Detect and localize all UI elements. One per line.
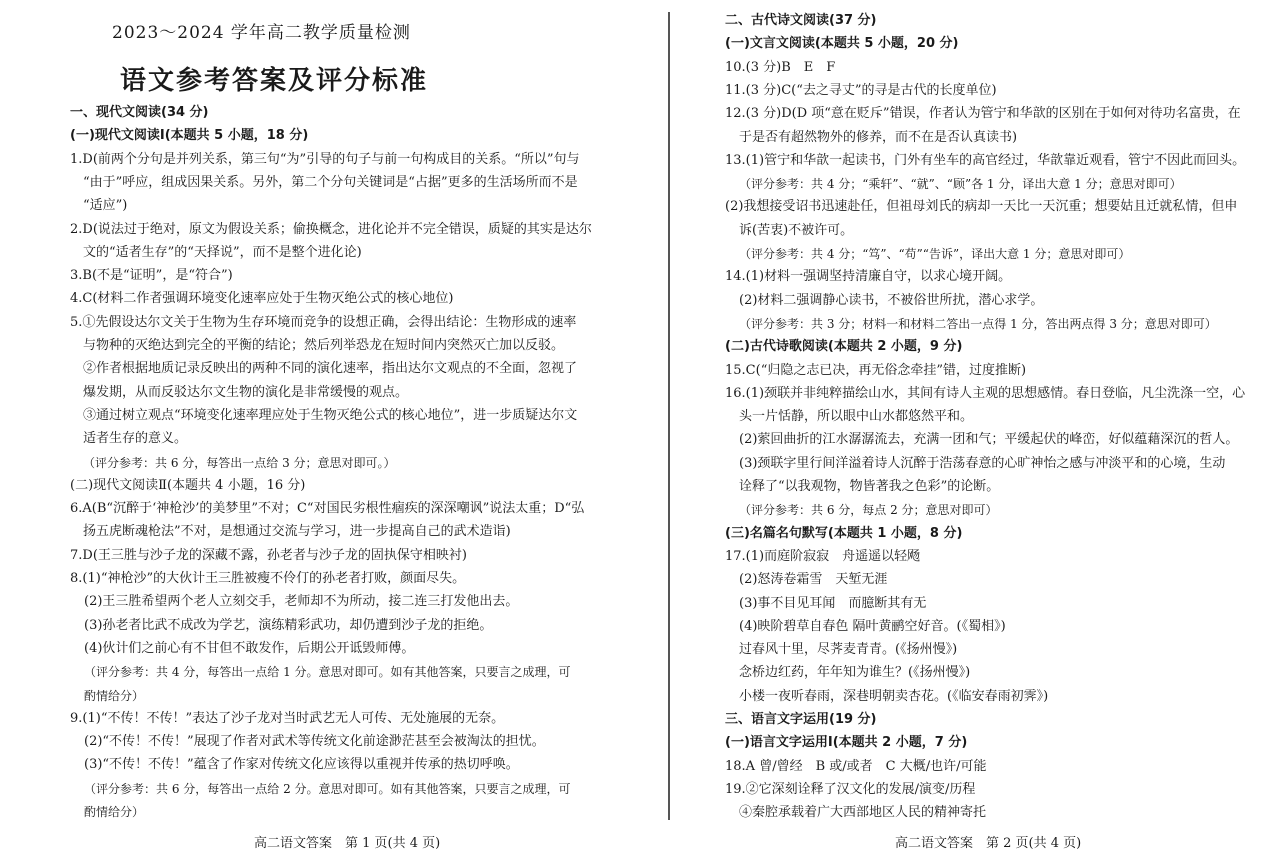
answer-line: 三、语言文字运用(19 分) bbox=[725, 712, 877, 727]
answer-line: (2)我想接受诏书迅速赴任，但祖母刘氏的病却一天比一天沉重；想要姑且迁就私情，但申 bbox=[725, 199, 1238, 215]
answer-line: 文的“适者生存”的“天择说”，而不是整个进化论) bbox=[83, 244, 362, 260]
answer-line: 10.(3 分)B E F bbox=[725, 59, 836, 75]
answer-line: 头一片恬静，所以眼中山水都悠然平和。 bbox=[739, 409, 974, 425]
doc-title: 语文参考答案及评分标准 bbox=[120, 66, 429, 96]
answer-line: 过春风十里，尽荠麦青青。(《扬州慢》) bbox=[739, 642, 958, 658]
answer-line: 诠释了“以我观物，物皆著我之色彩”的论断。 bbox=[739, 479, 1000, 494]
answer-line: 于是否有超然物外的修养，而不在是否认真读书) bbox=[739, 129, 1018, 145]
exam-title: 2023～2024 学年高二教学质量检测 bbox=[112, 23, 411, 43]
answer-line: 4.C(材料二作者强调环境变化速率应处于生物灭绝公式的核心地位) bbox=[70, 291, 454, 307]
answer-line: 1.D(前两个分句是并列关系，第三句“为”引导的句子与前一句构成目的关系。“所以”句与 bbox=[70, 151, 580, 167]
answer-line: (2)材料二强调静心读书，不被俗世所扰，潜心求学。 bbox=[739, 292, 1044, 308]
answer-line: 8.(1)“神枪沙”的大伙计王三胜被瘦不伶仃的孙老者打败，颜面尽失。 bbox=[70, 571, 466, 586]
answer-line: ④秦腔承载着广大西部地区人民的精神寄托 bbox=[739, 805, 987, 821]
answer-line: (二)现代文阅读Ⅱ(本题共 4 小题，16 分) bbox=[70, 477, 306, 493]
answer-line: (2)王三胜希望两个老人立刻交手，老师却不为所动，接二连三打发他出去。 bbox=[84, 594, 519, 610]
answer-line: 适者生存的意义。 bbox=[83, 431, 188, 447]
answer-line: 19.②它深刻诠释了汉文化的发展/演变/历程 bbox=[725, 781, 976, 797]
answer-line: 17.(1)而庭阶寂寂 舟遥遥以轻飏 bbox=[725, 548, 921, 564]
answer-line: (一)语言文字运用Ⅰ(本题共 2 小题，7 分) bbox=[725, 735, 968, 751]
answer-line: “适应”) bbox=[83, 198, 128, 214]
answer-line: 3.B(不是“证明”，是“符合”) bbox=[70, 268, 233, 284]
answer-line: （评分参考：共 6 分，每答出一点给 2 分。意思对即可。如有其他答案，只要言之成理，可 bbox=[84, 781, 571, 796]
answer-line: “由于”呼应，组成因果关系。另外，第二个分句关键词是“占据”更多的生活场所而不是 bbox=[83, 174, 578, 190]
answer-line: （评分参考：共 4 分，每答出一点给 1 分。意思对即可。如有其他答案，只要言之成理，可 bbox=[84, 665, 571, 680]
answer-line: 13.(1)管宁和华歆一起读书，门外有坐车的高官经过，华歆靠近观看，管宁不因此而回头。 bbox=[725, 152, 1246, 168]
answer-line: （评分参考：共 4 分；“乘轩”、“就”、“顾”各 1 分，译出大意 1 分；意思对即可） bbox=[739, 177, 1182, 192]
answer-line: ③通过树立观点“环境变化速率理应处于生物灭绝公式的核心地位”，进一步质疑达尔文 bbox=[83, 407, 578, 423]
answer-line: 18.A 曾/曾经 B 或/或者 C 大概/也许/可能 bbox=[725, 758, 987, 774]
answer-line: （评分参考：共 3 分；材料一和材料二答出一点得 1 分，答出两点得 3 分；意思对即可） bbox=[739, 316, 1217, 331]
answer-line: 二、古代诗文阅读(37 分) bbox=[725, 13, 877, 28]
footer-left-page-number: 高二语文答案 第 1 页(共 4 页) bbox=[254, 836, 441, 851]
answer-line: (二)古代诗歌阅读(本题共 2 小题，9 分) bbox=[725, 339, 963, 355]
answer-line: 酌情给分） bbox=[84, 805, 145, 819]
answer-line: 7.D(王三胜与沙子龙的深藏不露，孙老者与沙子龙的固执保守相映衬) bbox=[70, 547, 467, 563]
right-page bbox=[725, 0, 1273, 861]
answer-line: 15.C(“归隐之志已决，再无俗念牵挂”错，过度推断) bbox=[725, 362, 1027, 378]
answer-line: 爆发期，从而反驳达尔文生物的演化是非常缓慢的观点。 bbox=[83, 384, 409, 400]
answer-line: (2)“不传！不传！”展现了作者对武术等传统文化前途渺茫甚至会被淘汰的担忧。 bbox=[84, 734, 545, 750]
left-page bbox=[70, 0, 618, 861]
footer-right-page-number: 高二语文答案 第 2 页(共 4 页) bbox=[895, 836, 1082, 851]
answer-line: (4)映阶碧草自春色 隔叶黄鹂空好音。(《蜀相》) bbox=[739, 618, 1006, 634]
answer-line: (3)“不传！不传！”蕴含了作家对传统文化应该得以重视并传承的热切呼唤。 bbox=[84, 757, 519, 773]
answer-line: ②作者根据地质记录反映出的两种不同的演化速率，指出达尔文观点的不全面，忽视了 bbox=[83, 361, 578, 377]
answer-line: (3)事不目见耳闻 而臆断其有无 bbox=[739, 595, 927, 611]
answer-line: （评分参考：共 6 分，每点 2 分；意思对即可） bbox=[739, 503, 998, 518]
answer-line: 9.(1)“不传！不传！”表达了沙子龙对当时武艺无人可传、无处施展的无奈。 bbox=[70, 710, 505, 726]
answer-line: (一)现代文阅读Ⅰ(本题共 5 小题，18 分) bbox=[70, 128, 309, 144]
answer-line: 扬五虎断魂枪法”不对，是想通过交流与学习，进一步提高自己的武术造诣) bbox=[83, 524, 511, 540]
answer-line: 16.(1)颈联并非纯粹描绘山水，其间有诗人主观的思想感情。春日登临，凡尘洗涤一空，心 bbox=[725, 385, 1246, 401]
answer-line: （评分参考：共 6 分，每答出一点给 3 分；意思对即可。） bbox=[83, 455, 396, 470]
answer-line: （评分参考：共 4 分；“笃”、“苟”“告诉”，译出大意 1 分；意思对即可） bbox=[739, 247, 1131, 261]
answer-line: 6.A(B“沉醉于‘神枪沙’的美梦里”不对；C“对国民劣根性痼疾的深深嘲讽”说法太重；D“弘 bbox=[70, 501, 585, 517]
answer-line: 5.①先假设达尔文关于生物为生存环境而竞争的设想正确，会得出结论：生物形成的速率 bbox=[70, 314, 577, 330]
answer-line: 12.(3 分)D(D 项“意在贬斥”错误，作者认为管宁和华歆的区别在于如何对待功名富贵，在 bbox=[725, 106, 1241, 122]
answer-line: 酌情给分） bbox=[84, 688, 145, 703]
answer-line: 14.(1)材料一强调坚持清廉自守，以求心境开阔。 bbox=[725, 269, 1012, 285]
answer-line: (2)萦回曲折的江水潺潺流去，充满一团和气；平缓起伏的峰峦，好似蕴藉深沉的哲人。 bbox=[739, 432, 1239, 448]
answer-line: 念桥边红药，年年知为谁生？(《扬州慢》) bbox=[739, 665, 971, 681]
answer-line: (3)孙老者比武不成改为学艺，演练精彩武功，却仍遭到沙子龙的拒绝。 bbox=[84, 617, 493, 633]
answer-line: (3)颈联字里行间洋溢着诗人沉醉于浩荡春意的心旷神怡之感与冲淡平和的心境，生动 bbox=[739, 455, 1226, 471]
answer-line: 与物种的灭绝达到完全的平衡的结论；然后列举恐龙在短时间内突然灭亡加以反驳。 bbox=[83, 338, 565, 353]
answer-line: 诉(苦衷)不被许可。 bbox=[739, 222, 854, 238]
answer-line: 11.(3 分)C(“去之寻丈”的寻是古代的长度单位) bbox=[725, 82, 997, 98]
answer-line: (4)伙计们之前心有不甘但不敢发作，后期公开诋毁师傅。 bbox=[84, 640, 415, 656]
answer-line: 2.D(说法过于绝对，原文为假设关系；偷换概念，进化论并不完全错误，质疑的其实是达尔 bbox=[70, 221, 592, 237]
answer-line: (2)怒涛卷霜雪 天堑无涯 bbox=[739, 572, 888, 588]
answer-line: 小楼一夜听春雨，深巷明朝卖杏花。(《临安春雨初霁》) bbox=[739, 688, 1049, 704]
answer-line: 一、现代文阅读(34 分) bbox=[70, 105, 209, 120]
answer-line: (三)名篇名句默写(本题共 1 小题，8 分) bbox=[725, 525, 963, 541]
answer-line: (一)文言文阅读(本题共 5 小题，20 分) bbox=[725, 36, 959, 52]
page-divider bbox=[668, 12, 670, 820]
